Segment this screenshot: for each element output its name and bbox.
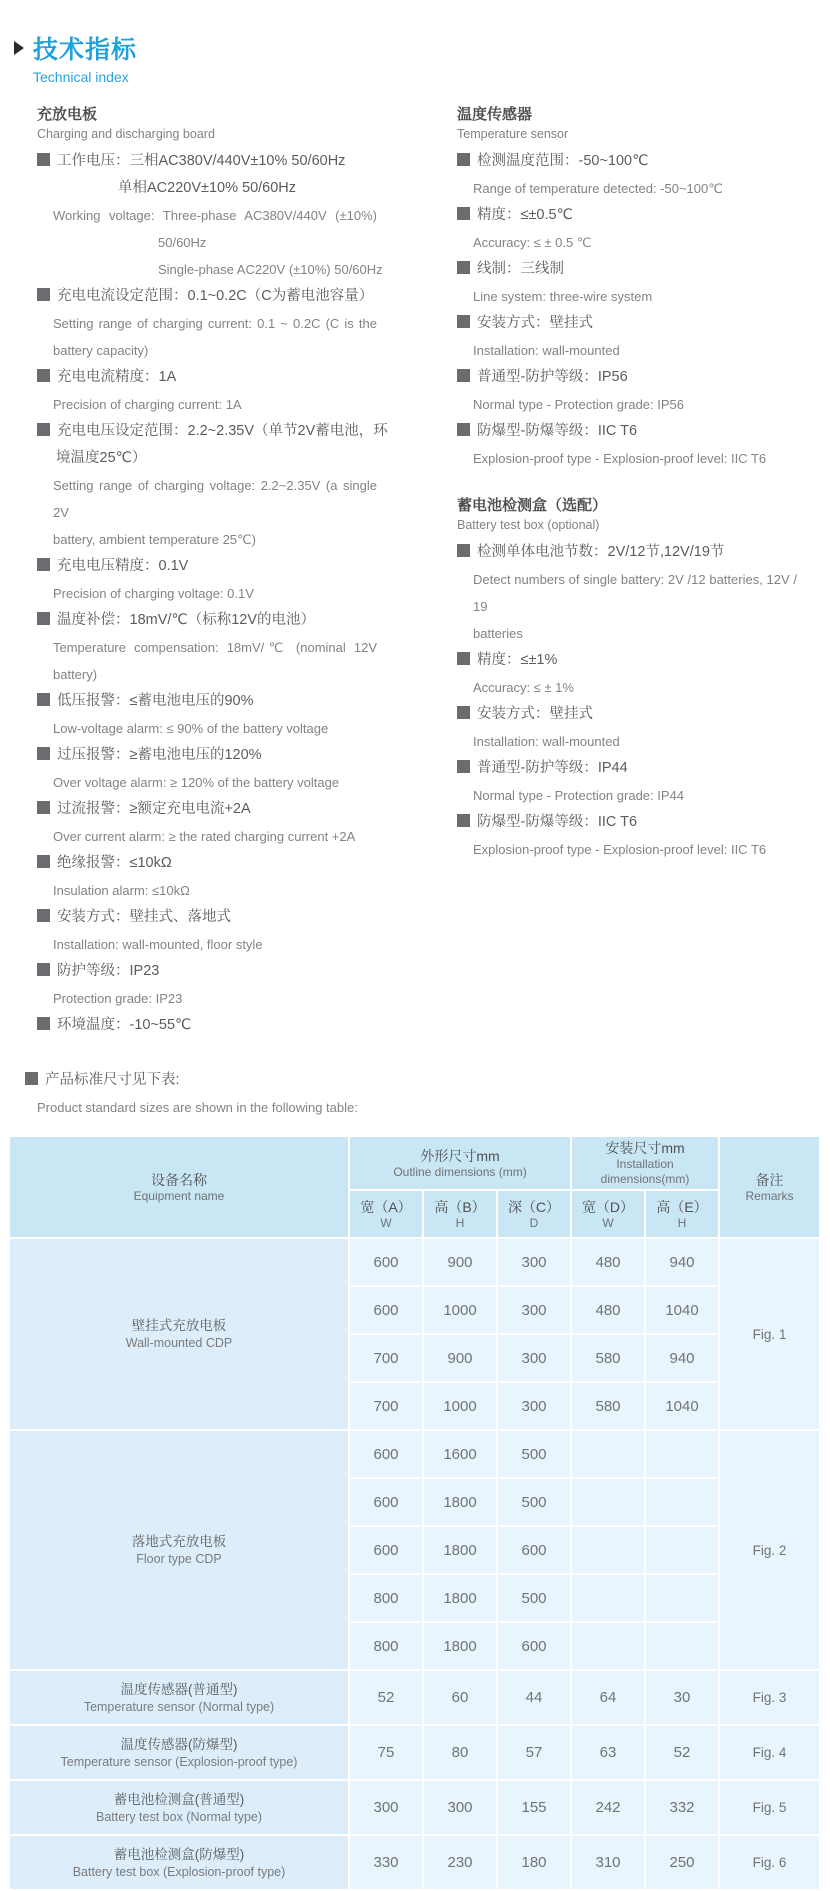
spec-line-zh: 普通型-防护等级：IP44 [457,755,797,782]
spec-section-subtitle: Charging and discharging board [37,127,215,141]
dimension-cell: 1800 [423,1622,497,1670]
equipment-name-zh: 温度传感器(普通型) [120,1681,238,1697]
dimension-cell: 1000 [423,1382,497,1430]
column-subheader [349,1190,423,1238]
spec-item [457,755,797,809]
spec-item [457,310,797,364]
dimension-cell: 52 [645,1725,719,1780]
spec-line-zh: 安装方式：壁挂式、落地式 [37,904,377,931]
bullet-icon [457,814,470,827]
spec-line-zh: 充电电压精度：0.1V [37,553,377,580]
bullet-icon [457,760,470,773]
dimension-cell [571,1430,645,1478]
spec-line-zh: 过流报警：≥额定充电电流+2A [37,796,377,823]
spec-line-en: Explosion-proof type - Explosion-proof level: IIC T6 [473,451,767,466]
equipment-name-cell [9,1835,349,1890]
dimension-cell: 800 [349,1622,423,1670]
spec-section [457,496,797,863]
bullet-icon [37,801,50,814]
spec-line-zh: 工作电压：三相AC380V/440V±10% 50/60Hz [37,148,377,175]
dimension-cell: 332 [645,1780,719,1835]
dimension-cell: 75 [349,1725,423,1780]
dimension-cell: 63 [571,1725,645,1780]
bullet-icon [37,1017,50,1030]
dimension-cell: 600 [349,1478,423,1526]
header-label-en: W [602,1215,614,1230]
dimension-cell [645,1478,719,1526]
spec-line-en: Normal type - Protection grade: IP56 [473,397,684,412]
spec-line-en: Precision of charging voltage: 0.1V [53,586,254,601]
spec-line-en: Detect numbers of single battery: 2V /12 batteries, 12V / 19 [473,572,797,614]
bullet-icon [37,747,50,760]
dimension-cell: 64 [571,1670,645,1725]
bullet-icon [37,288,50,301]
bullet-icon [37,855,50,868]
spec-section [457,105,797,472]
bullet-icon [457,261,470,274]
spec-line-en: Installation: wall-mounted [473,734,620,749]
spec-section-subtitle: Temperature sensor [457,127,569,141]
dimension-cell: 600 [349,1238,423,1286]
spec-line-zh: 充电电流精度：1A [37,364,377,391]
spec-item [457,809,797,863]
spec-item [457,418,797,472]
column-group-outline [349,1136,571,1190]
bullet-icon [457,652,470,665]
spec-line-zh: 温度补偿：18mV/℃（标称12V的电池） [37,607,377,634]
spec-section [37,105,388,1039]
spec-item [457,647,797,701]
dimension-cell: 600 [497,1622,571,1670]
bullet-icon [37,423,50,436]
dimension-cell: 300 [497,1238,571,1286]
dimension-cell: 1800 [423,1574,497,1622]
equipment-name-en: Temperature sensor (Explosion-proof type) [60,1754,298,1769]
dimension-cell: 300 [423,1780,497,1835]
dimension-cell: 300 [349,1780,423,1835]
bullet-icon [457,153,470,166]
header-label-en: Equipment name [133,1188,225,1203]
header-label-zh: 外形尺寸mm [420,1147,500,1164]
spec-item [37,283,377,364]
spec-line-en: Insulation alarm: ≤10kΩ [53,883,190,898]
header-label-en: Remarks [745,1188,794,1203]
header-label-en: H [455,1215,465,1230]
bullet-icon [37,558,50,571]
dimension-cell: 800 [349,1574,423,1622]
spec-line-en: 50/60Hz [158,235,207,250]
spec-line-en: batteries [473,626,523,641]
dimension-cell: 1800 [423,1478,497,1526]
bullet-icon [37,612,50,625]
dimension-cell: 60 [423,1670,497,1725]
remark-cell: Fig. 4 [719,1725,820,1780]
remark-cell: Fig. 2 [719,1430,820,1670]
spec-line-zh: 精度：≤±0.5℃ [457,202,797,229]
dimension-cell: 44 [497,1670,571,1725]
header-label-zh: 备注 [755,1171,784,1188]
spec-item [457,701,797,755]
bullet-icon [37,963,50,976]
spec-line-zh: 精度：≤±1% [457,647,797,674]
dimension-cell: 80 [423,1725,497,1780]
spec-item [37,904,377,958]
page-title-zh: 技术指标 [33,36,138,64]
dimension-cell: 500 [497,1574,571,1622]
dimension-cell: 57 [497,1725,571,1780]
spec-line-zh: 充电电压设定范围：2.2~2.35V（单节2V蓄电池，环 [37,418,377,445]
equipment-name-cell [9,1238,349,1430]
dimension-cell: 480 [571,1286,645,1334]
table-row [9,1725,820,1780]
spec-line-en: Protection grade: IP23 [53,991,183,1006]
spec-line-en: Setting range of charging current: 0.1 ~ 0.2C (C is the [53,316,377,331]
dimension-cell: 580 [571,1334,645,1382]
header-label-zh: 高（E） [656,1198,708,1215]
spec-item [37,418,388,553]
spec-item [37,148,383,283]
spec-line-zh: 检测温度范围：-50~100℃ [457,148,797,175]
dimension-cell: 330 [349,1835,423,1890]
dimension-cell: 600 [349,1286,423,1334]
spec-item [457,256,797,310]
dimension-cell: 940 [645,1238,719,1286]
dimension-cell [645,1574,719,1622]
header-label-zh: 宽（D） [581,1198,635,1215]
dimension-cell [645,1526,719,1574]
header-label-zh: 设备名称 [151,1171,207,1188]
spec-columns [0,105,830,1039]
equipment-name-zh: 蓄电池检测盒(防爆型) [113,1846,245,1862]
dimension-cell: 300 [497,1382,571,1430]
dimension-cell: 940 [645,1334,719,1382]
header-label-en: Installation dimensions(mm) [600,1157,690,1186]
spec-line-zh: 检测单体电池节数：2V/12节,12V/19节 [457,539,797,566]
spec-line-zh: 单相AC220V±10% 50/60Hz [118,180,297,196]
spec-section-title: 充放电板 [37,106,98,123]
spec-line-en: Single-phase AC220V (±10%) 50/60Hz [158,262,383,277]
column-header-equipment [9,1136,349,1238]
table-row [9,1670,820,1725]
equipment-name-en: Wall-mounted CDP [125,1336,233,1350]
bullet-icon [37,909,50,922]
column-header-remarks [719,1136,820,1238]
note-text-zh: 产品标准尺寸见下表: [45,1072,180,1088]
equipment-name-en: Temperature sensor (Normal type) [83,1699,275,1714]
spec-column-left [37,105,388,1039]
dimension-cell: 250 [645,1835,719,1890]
bullet-icon [457,207,470,220]
spec-line-en: Precision of charging current: 1A [53,397,242,412]
dimension-cell: 1040 [645,1382,719,1430]
arrow-right-icon [14,41,24,55]
dimension-cell: 300 [497,1334,571,1382]
dimension-cell: 155 [497,1780,571,1835]
dimension-cell [571,1526,645,1574]
spec-item [37,607,377,688]
spec-item [457,539,797,647]
header-label-zh: 宽（A） [360,1198,412,1215]
bullet-icon [457,544,470,557]
table-row [9,1835,820,1890]
dimension-cell [571,1574,645,1622]
spec-section-title: 温度传感器 [457,106,533,123]
spec-line-en: Over voltage alarm: ≥ 120% of the battery voltage [53,775,340,790]
dimension-cell [645,1622,719,1670]
column-group-installation [571,1136,719,1190]
dimension-cell: 230 [423,1835,497,1890]
dimension-cell [571,1478,645,1526]
dimension-cell: 1800 [423,1526,497,1574]
equipment-name-cell [9,1780,349,1835]
spec-line-zh: 防爆型-防爆等级：IIC T6 [457,809,797,836]
dimension-cell: 580 [571,1382,645,1430]
equipment-name-en: Battery test box (Normal type) [95,1809,263,1824]
spec-column-right [457,105,797,1039]
header-label-en: D [529,1215,539,1230]
spec-line-zh: 过压报警：≥蓄电池电压的120% [37,742,377,769]
dimension-cell: 700 [349,1382,423,1430]
dimension-cell: 242 [571,1780,645,1835]
header-label-en: H [677,1215,687,1230]
spec-line-zh: 普通型-防护等级：IP56 [457,364,797,391]
dimension-cell: 1600 [423,1430,497,1478]
equipment-name-zh: 落地式充放电板 [131,1534,227,1549]
dimension-cell: 480 [571,1238,645,1286]
header-label-zh: 高（B） [434,1198,486,1215]
page-title-en: Technical index [33,69,129,85]
spec-item [37,850,377,904]
dimension-cell: 600 [497,1526,571,1574]
spec-line-en: Low-voltage alarm: ≤ 90% of the battery voltage [53,721,329,736]
remark-cell: Fig. 1 [719,1238,820,1430]
spec-item [37,1012,377,1039]
spec-line-en: Range of temperature detected: -50~100℃ [473,181,723,196]
table-note [0,1067,830,1121]
bullet-icon [457,423,470,436]
dimension-cell: 310 [571,1835,645,1890]
spec-item [37,796,377,850]
dimension-cell: 52 [349,1670,423,1725]
table-row [9,1238,820,1286]
remark-cell: Fig. 6 [719,1835,820,1890]
spec-item [37,364,377,418]
bullet-icon [37,369,50,382]
spec-line-en: Working voltage: Three-phase AC380V/440V (±10%) [53,208,377,223]
dimension-cell: 700 [349,1334,423,1382]
spec-line-en: Explosion-proof type - Explosion-proof level: IIC T6 [473,842,767,857]
column-subheader [645,1190,719,1238]
header-label-zh: 安装尺寸mm [605,1140,685,1156]
spec-line-en: Line system: three-wire system [473,289,653,304]
bullet-icon [37,153,50,166]
column-subheader [571,1190,645,1238]
dimension-cell: 600 [349,1430,423,1478]
dimension-cell: 1040 [645,1286,719,1334]
spec-line-en: Temperature compensation: 18mV/℃ (nominal 12V [53,640,377,655]
bullet-icon [457,369,470,382]
spec-item [457,148,797,202]
equipment-name-cell [9,1430,349,1670]
note-line-en: Product standard sizes are shown in the following table: [37,1100,358,1115]
spec-line-zh: 安装方式：壁挂式 [457,310,797,337]
header-label-en: Outline dimensions (mm) [393,1164,527,1179]
equipment-name-cell [9,1670,349,1725]
bullet-icon [457,706,470,719]
column-subheader [497,1190,571,1238]
remark-cell: Fig. 5 [719,1780,820,1835]
dimension-cell: 600 [349,1526,423,1574]
spec-item [37,742,377,796]
spec-line-zh: 低压报警：≤蓄电池电压的90% [37,688,377,715]
spec-line-zh: 充电电流设定范围：0.1~0.2C（C为蓄电池容量） [37,283,377,310]
bullet-icon [457,315,470,328]
equipment-name-en: Battery test box (Explosion-proof type) [72,1864,286,1879]
size-table [8,1135,821,1891]
spec-line-en: battery) [53,667,98,682]
equipment-name-en: Floor type CDP [136,1552,222,1566]
dimension-cell [645,1430,719,1478]
dimension-cell: 900 [423,1238,497,1286]
equipment-name-zh: 温度传感器(防爆型) [120,1736,238,1752]
spec-item [37,958,377,1012]
spec-item [37,688,377,742]
table-row [9,1430,820,1478]
spec-line-en: Normal type - Protection grade: IP44 [473,788,684,803]
dimension-cell: 300 [497,1286,571,1334]
spec-section-subtitle: Battery test box (optional) [457,518,600,532]
column-subheader [423,1190,497,1238]
spec-line-zh: 绝缘报警：≤10kΩ [37,850,377,877]
note-line-zh [25,1067,830,1094]
table-row [9,1780,820,1835]
spec-section-title: 蓄电池检测盒（选配） [457,497,608,514]
spec-line-en: battery, ambient temperature 25℃) [53,532,256,547]
spec-line-zh: 防爆型-防爆等级：IIC T6 [457,418,797,445]
dimension-cell: 900 [423,1334,497,1382]
equipment-name-zh: 壁挂式充放电板 [131,1318,227,1333]
spec-line-en: Accuracy: ≤ ± 1% [473,680,574,695]
spec-item [37,553,377,607]
spec-line-zh: 防护等级：IP23 [37,958,377,985]
spec-line-en: Setting range of charging voltage: 2.2~2.35V (a single 2V [53,478,377,520]
spec-line-zh: 安装方式：壁挂式 [457,701,797,728]
spec-item [457,364,797,418]
spec-line-en: Installation: wall-mounted, floor style [53,937,263,952]
bullet-icon [37,693,50,706]
header-label-zh: 深（C） [507,1198,561,1215]
dimension-cell [571,1622,645,1670]
bullet-icon [25,1072,38,1085]
spec-line-en: battery capacity) [53,343,149,358]
spec-item [457,202,797,256]
header-label-en: W [380,1215,392,1230]
dimension-cell: 1000 [423,1286,497,1334]
table-header-row [9,1136,820,1190]
spec-line-zh: 环境温度：-10~55℃ [37,1012,377,1039]
dimension-cell: 500 [497,1478,571,1526]
dimension-cell: 30 [645,1670,719,1725]
remark-cell: Fig. 3 [719,1670,820,1725]
dimension-cell: 180 [497,1835,571,1890]
spec-line-zh: 线制：三线制 [457,256,797,283]
spec-line-en: Installation: wall-mounted [473,343,620,358]
equipment-name-zh: 蓄电池检测盒(普通型) [113,1791,245,1807]
spec-line-en: Over current alarm: ≥ the rated charging current +2A [53,829,356,844]
spec-line-zh: 境温度25℃） [56,450,147,466]
page-title [0,30,830,66]
dimension-cell: 500 [497,1430,571,1478]
spec-line-en: Accuracy: ≤ ± 0.5 ℃ [473,235,592,250]
equipment-name-cell [9,1725,349,1780]
